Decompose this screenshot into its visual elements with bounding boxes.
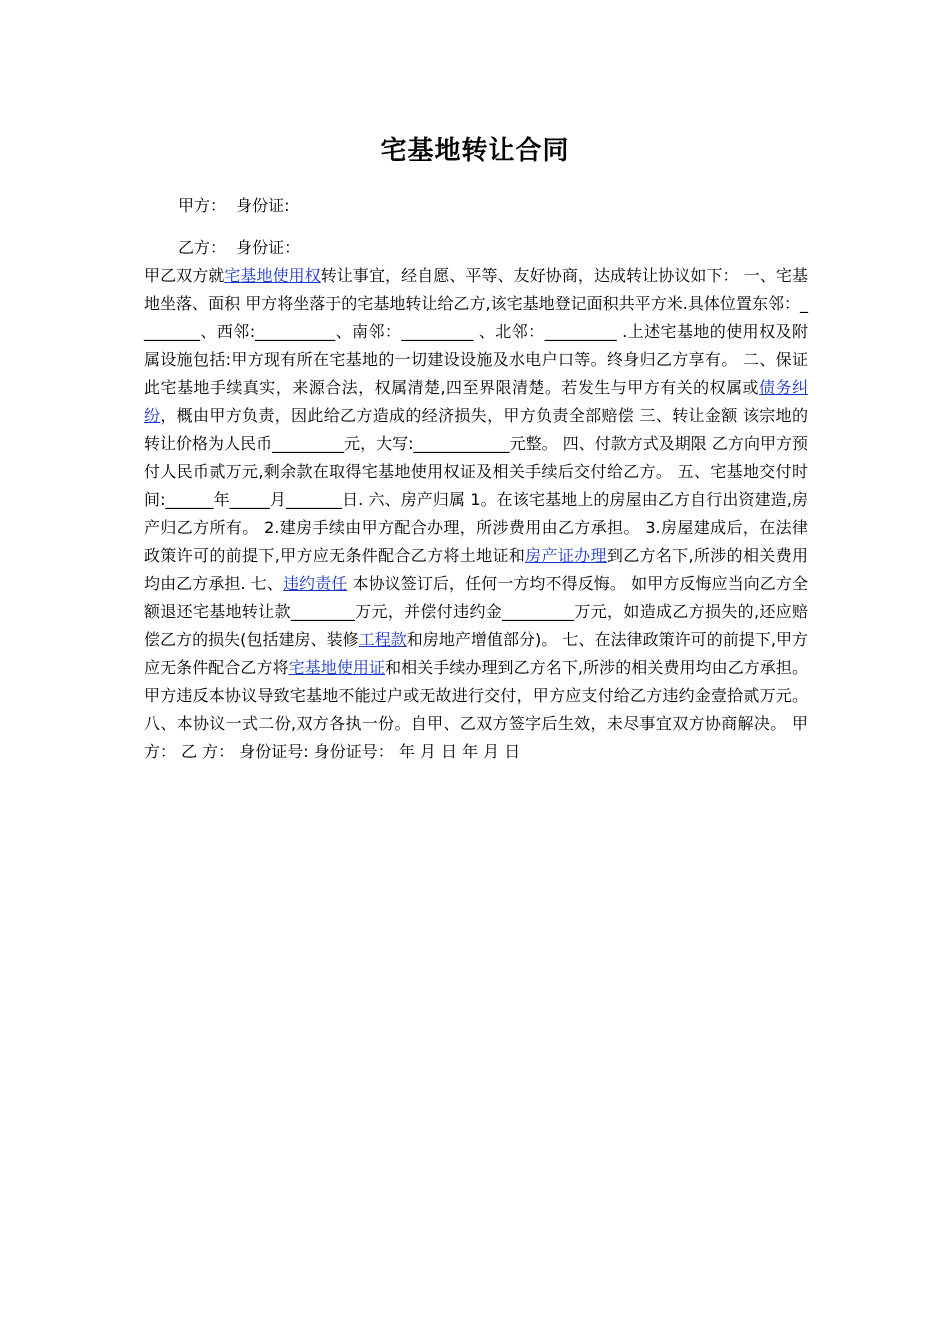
- link-breach-liability[interactable]: 违约责任: [282, 574, 348, 593]
- link-debt-dispute[interactable]: 债务纠纷: [144, 378, 808, 425]
- link-homestead-use-right[interactable]: 宅基地使用权: [224, 266, 321, 285]
- body-segment: 甲乙双方就: [144, 266, 225, 285]
- body-segment: 到乙方名下,所涉的相关费用均由乙方承担. 七、: [144, 546, 808, 593]
- document-title: 宅基地转让合同: [380, 136, 570, 166]
- contract-body: [144, 262, 808, 766]
- body-segment: 转让事宜，经自愿、平等、友好协商，达成转让协议如下： 一、宅基地坐落、面积 甲方将坐落于的宅基地转让给乙方,该宅基地登记面积共平方米.具体位置东邻：________、西邻:__________、南邻：_________ 、北邻：_________ .上述宅基地的使用权及附属设施包括:甲方现有所在宅基地的一切建设设施及水电户口等。终身归乙方享有。 二、保证此宅基地手续真实，来源合法，权属清楚,四至界限清楚。若发生与甲方有关的权属或: [144, 266, 808, 397]
- party-a-line: 甲方： 身份证:: [178, 196, 290, 215]
- body-segment: 本协议签订后，任何一方均不得反悔。 如甲方反悔应当向乙方全额退还宅基地转让款________万元，并偿付违约金_________万元，如造成乙方损失的,还应赔偿乙方的损失(包括建房、装修: [144, 574, 808, 649]
- body-segment: ，概由甲方负责，因此给乙方造成的经济损失，甲方负责全部赔偿 三、转让金额 该宗地的转让价格为人民币_________元，大写:____________元整。 四、付款方式及期限 乙方向甲方预付人民币贰万元,剩余款在取得宅基地使用权证及相关手续后交付给乙方。 五、宅基地交付时间:______年_____月_______日. 六、房产归属 1。在该宅基地上的房屋由乙方自行出资建造,房产归乙方所有。 2.建房手续由甲方配合办理，所涉费用由乙方承担。 3.房屋建成后，在法律政策许可的前提下,甲方应无条件配合乙方将土地证和: [144, 406, 808, 565]
- body-segment: 和房地产增值部分)。 七、在法律政策许可的前提下,甲方应无条件配合乙方将: [144, 630, 808, 677]
- body-segment: 和相关手续办理到乙方名下,所涉的相关费用均由乙方承担。甲方违反本协议导致宅基地不能过户或无故进行交付，甲方应支付给乙方违约金壹拾贰万元。 八、本协议一式二份,双方各执一份。自甲、乙双方签字后生效，未尽事宜双方协商解决。 甲 方： 乙 方： 身份证号: 身份证号： 年 月 日 年 月 日: [144, 658, 808, 761]
- link-homestead-use-certificate[interactable]: 宅基地使用证: [288, 658, 386, 677]
- link-project-payment[interactable]: 工程款: [358, 630, 407, 649]
- link-property-certificate[interactable]: 房产证办理: [525, 546, 607, 565]
- party-b-line: 乙方： 身份证：: [178, 238, 301, 257]
